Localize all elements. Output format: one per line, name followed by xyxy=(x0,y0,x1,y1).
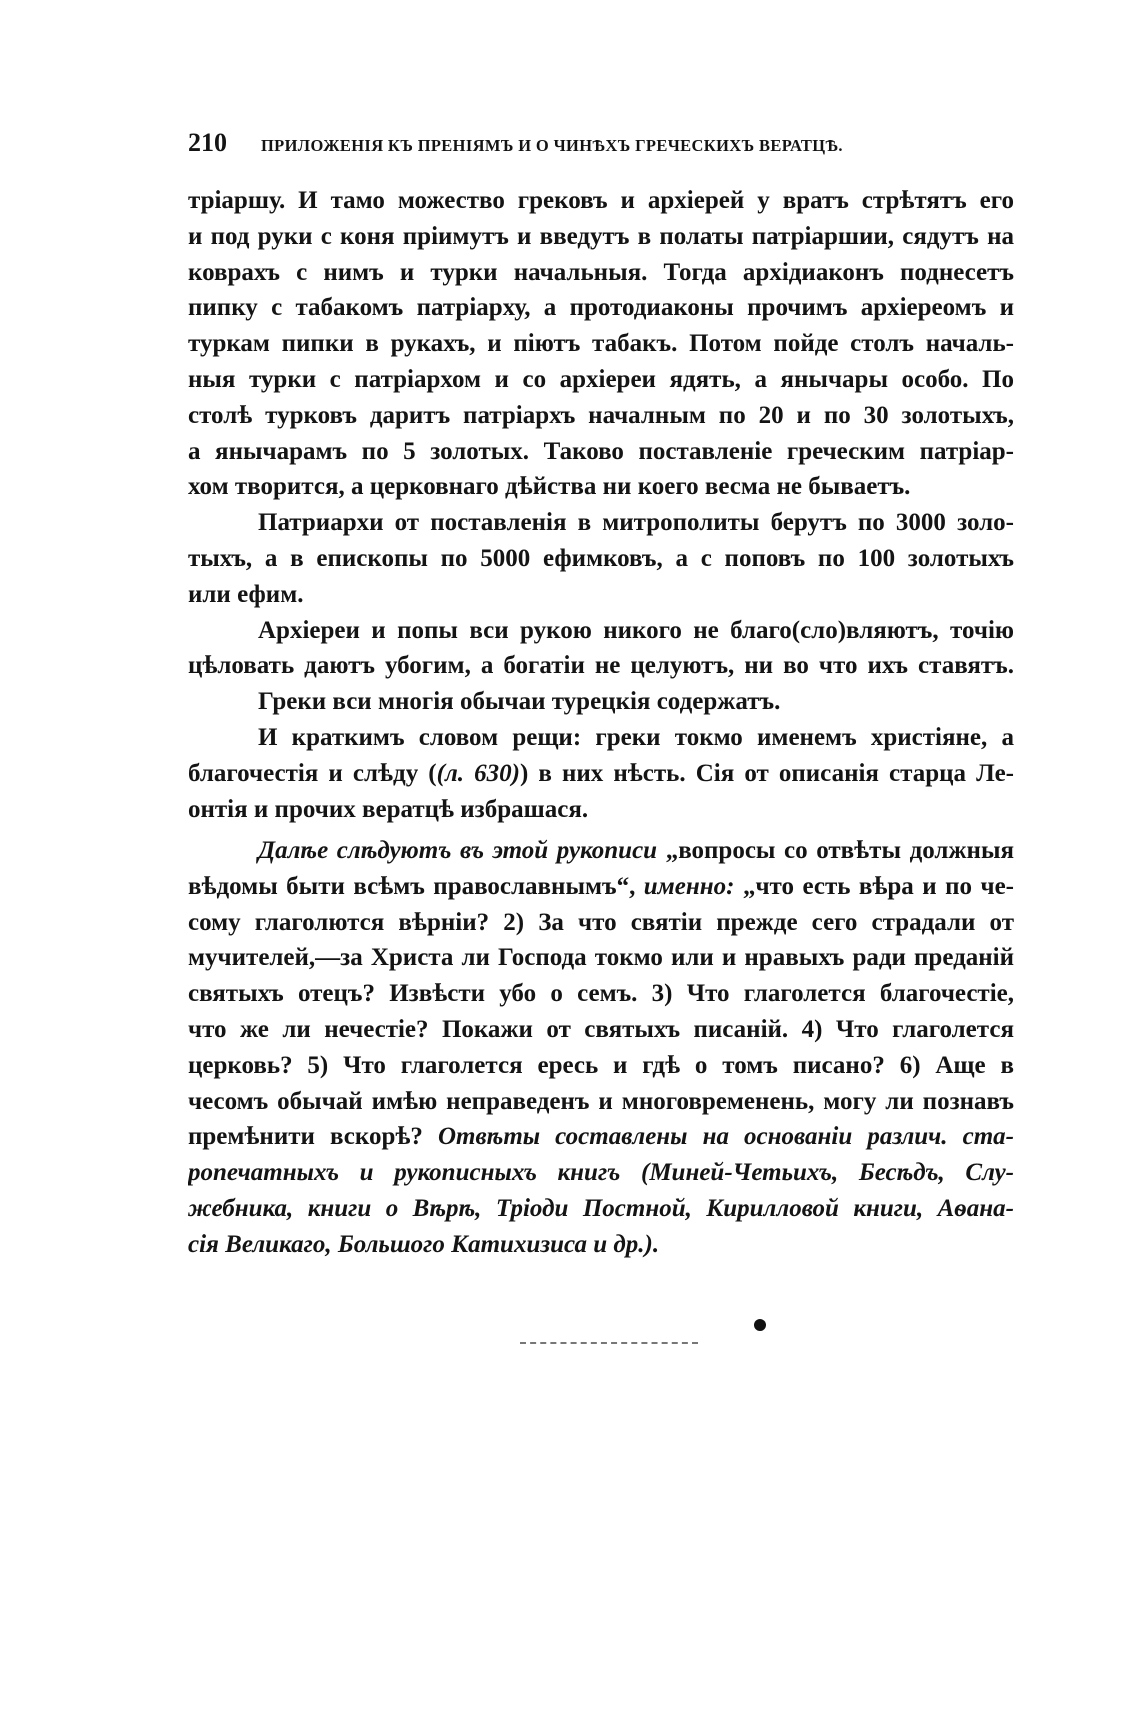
text-segment: благочестія и слѣду xyxy=(188,759,419,787)
editorial-note-block xyxy=(188,833,1014,1263)
text-line: тыхъ, а в епископы по 5000 ефимковъ, а с поповъ по 100 золотыхъ xyxy=(188,544,1014,572)
text-segment: „вопросы со отвѣты должныя xyxy=(665,837,1014,864)
text-line xyxy=(188,869,1014,905)
text-segment: в них нѣсть. Сія от описанія старца Ле- xyxy=(538,759,1014,787)
text-line: ропечатныхъ и рукописныхъ книгъ (Миней-Четьихъ, Бесѣдъ, Слу- xyxy=(188,1159,1014,1187)
text-line: церковь? 5) Что глаголется ересь и гдѣ о томъ писано? 6) Аще в xyxy=(188,1051,1014,1079)
text-line: туркам пипки в рукахъ, и піютъ табакъ. Потом пойде столъ началь- xyxy=(188,330,1014,358)
text-line xyxy=(188,1119,1014,1155)
text-line: чесомъ обычай имѣю неправеденъ и многовременень, могу ли познавъ xyxy=(188,1087,1014,1115)
text-line: ныя турки с патріархом и со архіереи ядять, а янычары особо. По xyxy=(188,365,1014,393)
text-line: хом творится, а церковнаго дѣйства ни коего весма не бываетъ. xyxy=(188,473,911,501)
text-segment: вѣдомы быти всѣмъ православнымъ“, xyxy=(188,872,636,900)
text-line xyxy=(188,833,1014,869)
text-line: тріаршу. И тамо можество грековъ и архіерей у вратъ стрѣтятъ его xyxy=(188,187,1014,214)
text-line: цѣловать даютъ убогим, а богатіи не целуютъ, ни во что ихъ ставятъ. xyxy=(188,652,1014,680)
text-line: жебника, книги о Вѣрѣ, Тріоди Постной, Кирилловой книги, Аѳана- xyxy=(188,1194,1014,1222)
italic-segment: Отвѣты составлены на основаніи различ. ста- xyxy=(437,1123,1014,1151)
text-line: благочестія и слѣду ((л. 630)) в них нѣсть. Сія от описанія старца Ле- xyxy=(188,759,1014,787)
text-line: онтія и прочих вератцѣ избрашася. xyxy=(188,795,589,823)
text-line: и под руки с коня пріимутъ и введутъ в полаты патріаршии, сядутъ на xyxy=(188,222,1014,250)
text-line: мучителей,—за Христа ли Господа токмо или и нравыхъ ради преданій xyxy=(188,944,1014,972)
text-line: сія Великаго, Большого Катихизиса и др.). xyxy=(188,1230,660,1258)
italic-segment: Далѣе слѣдуютъ въ этой рукописи xyxy=(258,837,658,864)
page-number: 210 xyxy=(188,128,227,157)
text-line: что же ли нечестіе? Покажи от святыхъ писаній. 4) Что глаголется xyxy=(188,1015,1014,1043)
text-line: или ефим. xyxy=(188,580,304,608)
text-line: столѣ турковъ даритъ патріархъ началным по 20 и по 30 золотыхъ, xyxy=(188,401,1014,429)
running-head xyxy=(188,128,1014,164)
text-line: коврахъ с нимъ и турки начальныя. Тогда архідиаконъ поднесетъ xyxy=(188,258,1014,286)
text-line: Греки вси многія обычаи турецкія содержатъ. xyxy=(258,688,781,716)
running-title: ПРИЛОЖЕНІЯ КЪ ПРЕНІЯМЪ И О ЧИНѢХЪ ГРЕЧЕСКИХЪ ВЕРАТЦѢ. xyxy=(261,136,843,155)
text-line: Патриархи от поставленія в митрополиты берутъ по 3000 золо- xyxy=(258,509,1014,537)
text-line: И краткимъ словом рещи: греки токмо именемъ христіяне, а xyxy=(258,723,1014,751)
italic-segment: именно: xyxy=(643,872,735,900)
text-line: сому глаголются вѣрніи? 2) За что святіи прежде сего страдали от xyxy=(188,908,1014,936)
decorative-rule xyxy=(520,1342,698,1350)
text-segment: премѣнити вскорѣ? xyxy=(188,1123,423,1151)
text-line: Архіереи и попы вси рукою никого не благо(сло)вляютъ, точію xyxy=(258,616,1014,644)
text-line: пипку с табакомъ патріарху, а протодиаконы прочимъ архіереомъ и xyxy=(188,294,1014,322)
main-text-block xyxy=(188,183,1014,827)
ink-dot xyxy=(754,1319,766,1331)
text-line: святыхъ отецъ? Извѣсти убо о семъ. 3) Что глаголется благочестіе, xyxy=(188,980,1014,1008)
text-line: а янычарамъ по 5 золотых. Таково поставленіе греческим патріар- xyxy=(188,437,1014,465)
folio-reference: (л. 630) xyxy=(436,759,520,787)
text-segment: „что есть вѣра и по че- xyxy=(742,872,1014,900)
